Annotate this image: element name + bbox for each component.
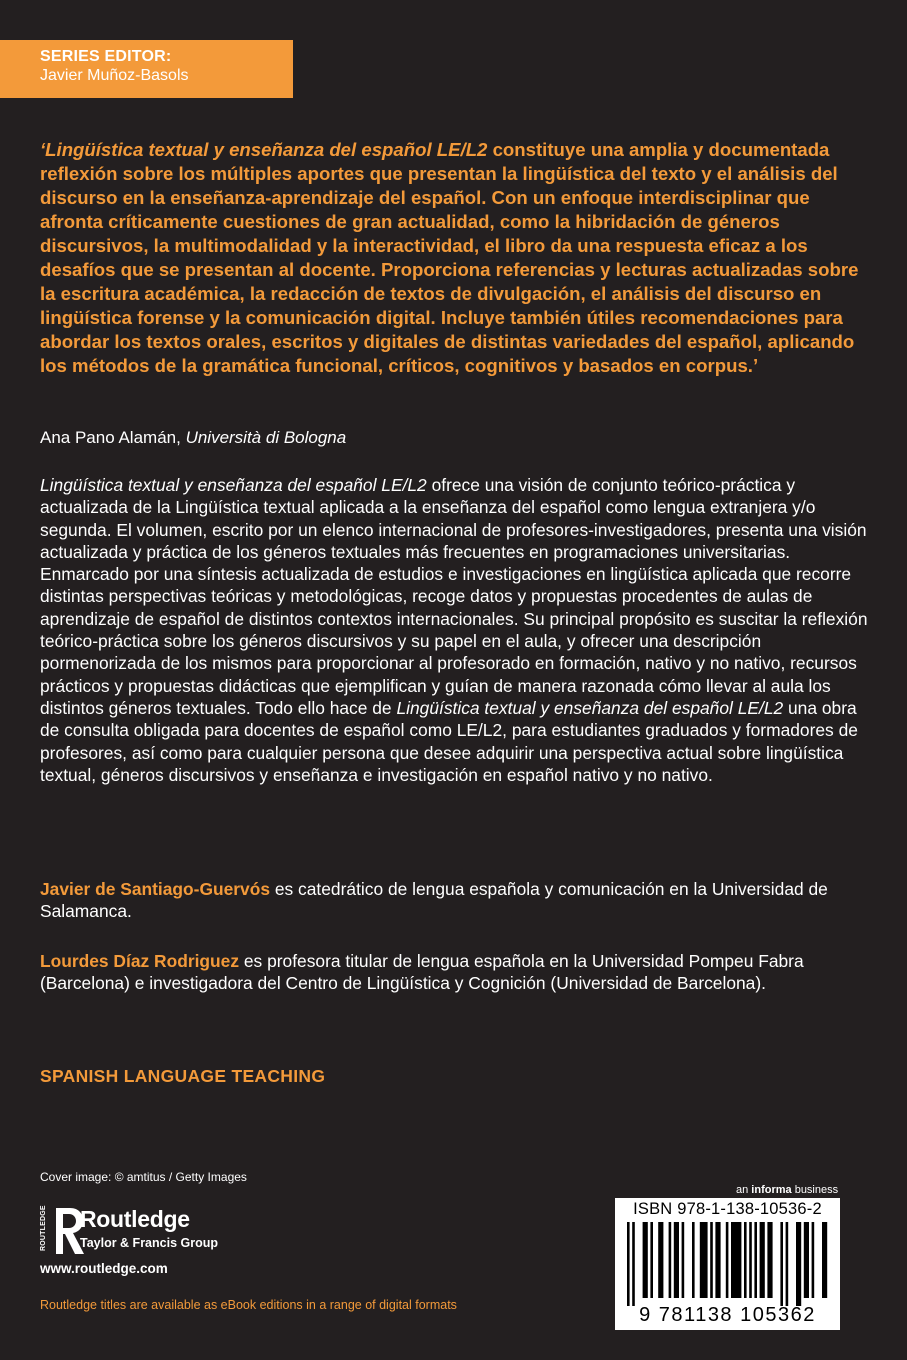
author-bio-text: es profesora titular de lengua española en la Universidad Pompeu Fabra (Barcelona) e investigadora del Centro de Lingüística y Cognición (Universidad de Barcelona). bbox=[40, 951, 804, 994]
author-name: Lourdes Díaz Rodriguez bbox=[40, 951, 240, 971]
barcode-bar bbox=[822, 1222, 827, 1298]
barcode-bar bbox=[760, 1222, 765, 1298]
barcode-bar bbox=[749, 1222, 752, 1298]
informa-brand: informa bbox=[751, 1184, 792, 1196]
barcode-bar bbox=[812, 1222, 815, 1298]
barcode-bar bbox=[731, 1222, 741, 1298]
series-editor-name: Javier Muñoz-Basols bbox=[40, 67, 189, 84]
publisher-name: Routledge bbox=[80, 1206, 190, 1232]
author-bio bbox=[40, 878, 870, 923]
quote-text: constituye una amplia y documentada reflexión sobre los múltiples aportes que presentan la lingüística del texto y el análisis del discurso en la enseñanza-aprendizaje del español. Con un enfoque interdisciplinar que afronta críticamente cuestiones de gran actualidad, como la hibridación de géneros discursivos, la multimodalidad y la interactividad, el libro da una respuesta eficaz a los desafíos que se presentan al docente. Proporciona referencias y lecturas actualizadas sobre la escritura académica, la redacción de textos de divulgación, el análisis del discurso en lingüística forense y la comunicación digital. Incluye también útiles recomendaciones para abordar los textos orales, escritos y digitales de distintas variedades del español, aplicando los métodos de la gramática funcional, críticos, cognitivos y basados en corpus.’ bbox=[40, 139, 859, 376]
barcode-bar bbox=[767, 1222, 772, 1298]
barcode-bar bbox=[710, 1222, 713, 1298]
barcode-bar bbox=[658, 1222, 663, 1298]
barcode-bar bbox=[643, 1222, 648, 1298]
informa-suffix: business bbox=[791, 1184, 839, 1196]
isbn-barcode bbox=[615, 1198, 840, 1330]
routledge-vertical-mark: ROUTLEDGE bbox=[40, 1205, 47, 1251]
series-editor-box bbox=[0, 40, 293, 98]
barcode-bar bbox=[674, 1222, 679, 1298]
quote-attribution bbox=[40, 428, 870, 448]
barcode-bars bbox=[627, 1222, 828, 1306]
cover-image-credit: Cover image: © amtitus / Getty Images bbox=[40, 1170, 247, 1184]
author-name: Javier de Santiago-Guervós bbox=[40, 879, 271, 899]
publisher-website[interactable]: www.routledge.com bbox=[40, 1261, 168, 1276]
informa-business-mark bbox=[736, 1184, 838, 1196]
series-editor-label: SERIES EDITOR: bbox=[40, 48, 172, 65]
barcode-bar bbox=[627, 1222, 630, 1306]
barcode-bar bbox=[796, 1222, 801, 1306]
barcode-bar bbox=[650, 1222, 653, 1298]
informa-prefix: an bbox=[736, 1184, 752, 1196]
description-part-2: una obra de consulta obligada para docentes de español como LE/L2, para estudiantes graduados y formadores de profesores, así como para cualquier persona que desee adquirir una perspectiva actual sobre lingüística textual, géneros discursivos y enseñanza e investigación en español nativo y no nativo. bbox=[40, 697, 858, 785]
barcode-bar bbox=[700, 1222, 708, 1298]
barcode-number: 9 781138 105362 bbox=[639, 1304, 816, 1326]
barcode-bar bbox=[744, 1222, 747, 1298]
description-part-1: ofrece una visión de conjunto teórico-práctica y actualizada de la Lingüística textual aplicada a la enseñanza del español como lengua extranjera y/o segunda. El volumen, escrito por un elenco internacional de profesores-investigadores, presenta una visión actualizada y práctica de los géneros textuales más frecuentes en programaciones universitarias. Enmarcado por una síntesis actualizada de estudios e investigaciones en lingüística aplicada que recorre distintas perspectivas teóricas y metodológicas, recoge datos y propuestas procedentes de aulas de aprendizaje de español de distintos contextos internacionales. Su principal propósito es suscitar la reflexión teórico-práctica sobre los géneros discursivos y su papel en el aula, y ofrecer una descripción pormenorizada de los mismos para proporcionar al profesorado en formación, nativo y no nativo, recursos prácticos y propuestas didácticas que ejemplifican y guían de manera razonada cómo llevar al aula los distintos géneros textuales. Todo ello hace de bbox=[40, 475, 868, 718]
attribution-person: Ana Pano Alamán, bbox=[40, 428, 181, 447]
description-book-title-2: Lingüística textual y enseñanza del español LE/L2 bbox=[396, 697, 784, 718]
isbn-text: ISBN 978-1-138-10536-2 bbox=[633, 1200, 822, 1218]
review-quote bbox=[40, 138, 870, 378]
barcode-bar bbox=[682, 1222, 685, 1298]
routledge-logo bbox=[40, 1200, 240, 1260]
author-bio-text: es catedrático de lengua española y comunicación en la Universidad de Salamanca. bbox=[40, 879, 828, 922]
author-bio bbox=[40, 950, 870, 995]
ebook-note: Routledge titles are available as eBook editions in a range of digital formats bbox=[40, 1298, 457, 1312]
quote-book-title: ‘Lingüística textual y enseñanza del español LE/L2 bbox=[40, 139, 488, 160]
barcode-bar bbox=[780, 1222, 783, 1306]
barcode-bar bbox=[754, 1222, 757, 1298]
book-description bbox=[40, 474, 870, 786]
barcode-bar bbox=[669, 1222, 672, 1298]
publisher-group: Taylor & Francis Group bbox=[80, 1236, 218, 1250]
series-title: SPANISH LANGUAGE TEACHING bbox=[40, 1066, 326, 1086]
barcode-bar bbox=[692, 1222, 695, 1298]
barcode-bar bbox=[726, 1222, 729, 1298]
barcode-bar bbox=[715, 1222, 720, 1298]
barcode-bar bbox=[632, 1222, 635, 1306]
attribution-institution: Università di Bologna bbox=[185, 428, 347, 447]
barcode-bar bbox=[786, 1222, 789, 1306]
description-book-title: Lingüística textual y enseñanza del español LE/L2 bbox=[40, 475, 427, 495]
barcode-bar bbox=[804, 1222, 809, 1298]
